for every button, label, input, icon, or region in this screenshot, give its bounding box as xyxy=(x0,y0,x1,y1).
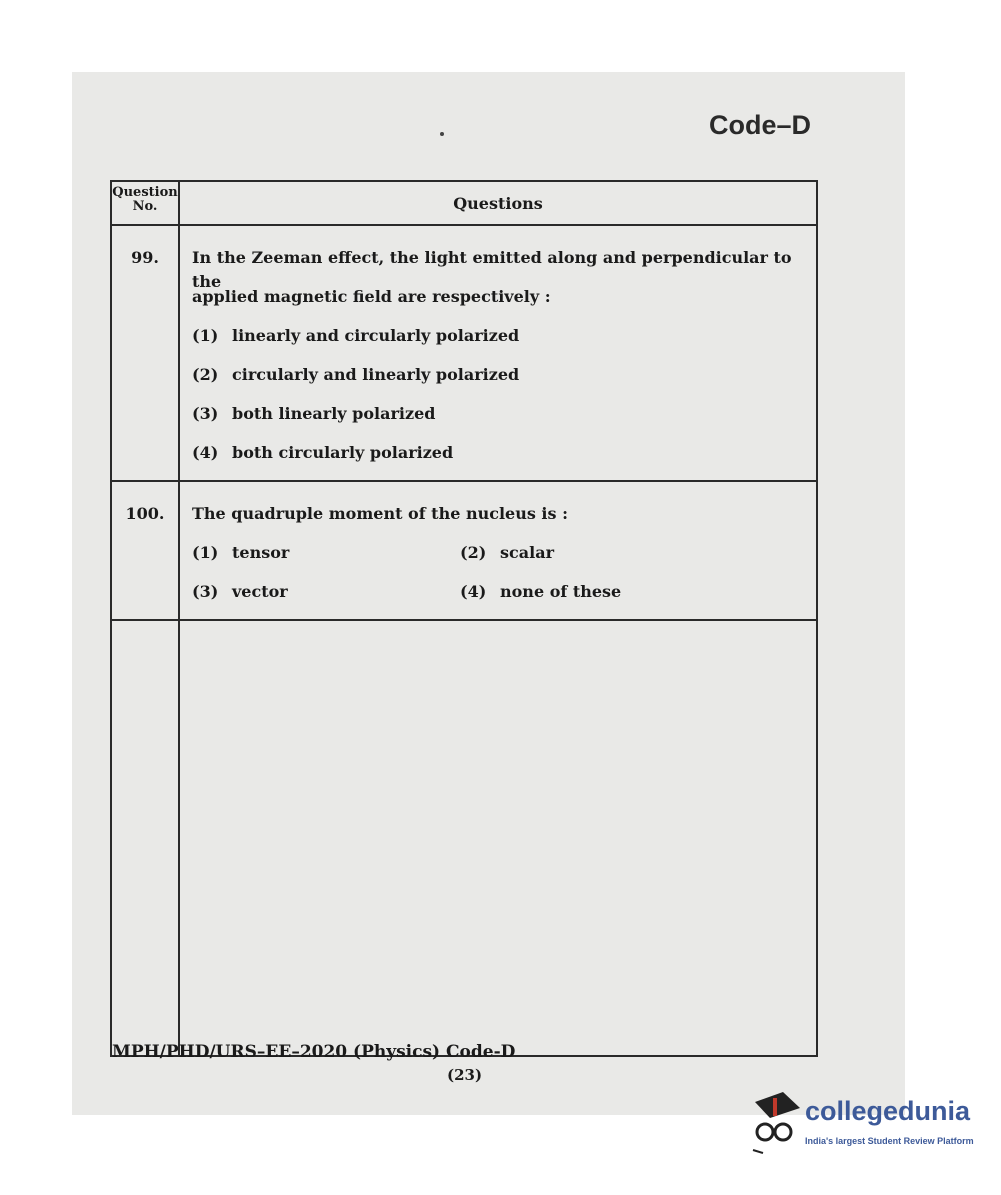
table-row xyxy=(111,225,817,481)
question-table xyxy=(110,180,818,1057)
brand-name: collegedunia xyxy=(805,1096,971,1126)
table-header xyxy=(111,181,817,225)
page-number: (23) xyxy=(447,1066,483,1084)
option: (1) linearly and circularly polarized xyxy=(192,326,520,345)
option: (2) circularly and linearly polarized xyxy=(192,365,520,384)
option: (3) vector xyxy=(192,582,288,601)
paper-footer: MPH/PHD/URS–EE–2020 (Physics) Code-D xyxy=(112,1042,516,1062)
question-100 xyxy=(179,481,817,620)
question-number: 100. xyxy=(111,481,179,620)
question-text: The quadruple moment of the nucleus is : xyxy=(192,504,568,523)
brand-tagline: India's largest Student Review Platform xyxy=(805,1136,974,1146)
collegedunia-logo xyxy=(745,1090,975,1160)
mascot-icon xyxy=(745,1090,805,1160)
option: (2) scalar xyxy=(460,543,554,562)
question-text: In the Zeeman effect, the light emitted along and perpendicular to the xyxy=(192,248,792,291)
question-text: applied magnetic field are respectively : xyxy=(192,287,551,306)
option: (4) none of these xyxy=(460,582,622,601)
col-questions: Questions xyxy=(179,181,817,225)
question-99 xyxy=(179,225,817,481)
col-question-no: Question No. xyxy=(111,181,179,225)
option: (3) both linearly polarized xyxy=(192,404,436,423)
question-number: 99. xyxy=(111,225,179,481)
paper-code: Code–D xyxy=(709,110,812,140)
speck xyxy=(440,132,444,136)
option: (1) tensor xyxy=(192,543,290,562)
option: (4) both circularly polarized xyxy=(192,443,454,462)
table-row xyxy=(111,481,817,620)
empty-row xyxy=(111,620,817,1056)
